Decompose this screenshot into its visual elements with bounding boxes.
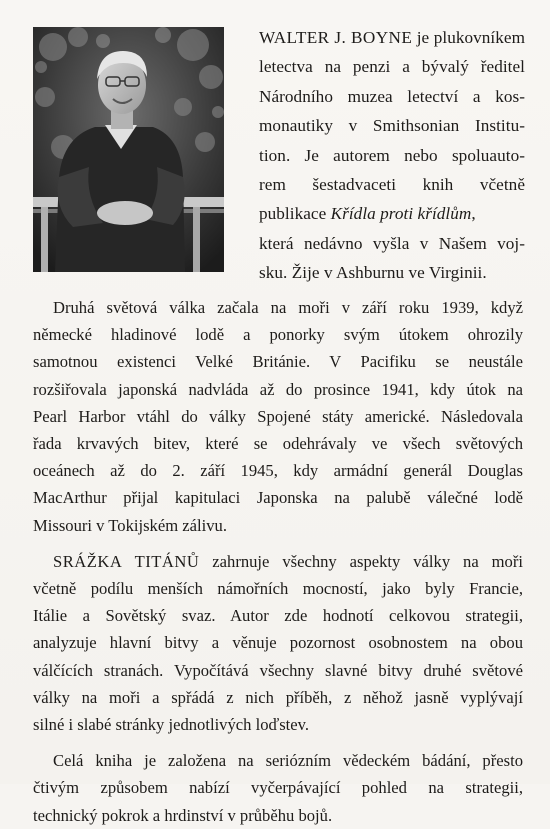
- bio-line: Národního muzea letectví a kos-: [259, 86, 525, 106]
- paragraph-3: [33, 747, 523, 829]
- text-line: válčících stranách. Vypočítává všechny slavné bitvy druhé světové: [33, 660, 523, 680]
- bio-line: rem šestadvaceti knih včetně: [259, 175, 525, 195]
- text-line: čtivým způsobem nabízí vyčerpávající pohled na strategii,: [33, 778, 523, 798]
- text-line: Celá kniha je založena na seriózním vědeckém bádání, přesto: [53, 751, 523, 771]
- bio-line: sku. Žije v Ashburnu ve Virginii.: [259, 263, 487, 283]
- text-line: silné i slabé stránky jednotlivých loďstev.: [33, 715, 310, 735]
- text-line: MacArthur přijal kapitulaci Japonska na palubě válečné lodě: [33, 488, 523, 508]
- text-line: Itálie a Sovětský svaz. Autor zde hodnotí celkovou strategii,: [33, 606, 523, 626]
- text-line: samotnou existenci Velké Británie. V Pacifiku se neustále: [33, 352, 523, 372]
- bio-line: publikace Křídla proti křídlům,: [259, 204, 476, 224]
- book-title-italic: Křídla proti křídlům: [330, 204, 472, 224]
- book-description: [33, 294, 523, 829]
- bio-line: monautiky v Smithsonian Institu-: [259, 116, 525, 136]
- text-line: SRÁŽKA TITÁNŮ zahrnuje všechny aspekty války na moři: [53, 551, 523, 571]
- bio-line: tion. Je autorem nebo spoluauto-: [259, 145, 525, 165]
- author-name: WALTER J. BOYNE: [259, 28, 413, 47]
- text-line: včetně podílu menších námořních mocností, jako byly Francie,: [33, 579, 523, 599]
- author-photo: [33, 27, 224, 272]
- text-line: oceánech až do 2. září 1945, kdy armádní generál Douglas: [33, 461, 523, 481]
- text-line: Missouri v Tokijském zálivu.: [33, 515, 227, 535]
- paragraph-1: [33, 294, 523, 539]
- text-line: technický pokrok a hrdinství v průběhu bojů.: [33, 805, 333, 825]
- bio-line: WALTER J. BOYNE je plukovníkem: [259, 28, 525, 47]
- text-line: německé hladinové lodě a ponorky svým útokem ohrozily: [33, 325, 523, 345]
- bio-line: která nedávno vyšla v Našem voj-: [259, 233, 525, 253]
- text-line: analyzuje hlavní bitvy a věnuje pozornost osobnostem na obou: [33, 633, 523, 653]
- text-line: Pearl Harbor vtáhl do války Spojené státy americké. Následovala: [33, 406, 523, 426]
- bio-line: letectva na penzi a bývalý ředitel: [259, 57, 525, 77]
- book-title-caps: SRÁŽKA TITÁNŮ: [53, 551, 200, 571]
- text-line: války na moři a spřádá z nich příběh, z něhož jasně vyplývají: [33, 687, 523, 707]
- text-line: řada krvavých bitev, které se odehrávaly ve všech světových: [33, 434, 523, 454]
- paragraph-2: [33, 548, 523, 738]
- text-line: Druhá světová válka začala na moři v září roku 1939, když: [53, 298, 523, 317]
- author-bio: [259, 23, 525, 288]
- text-line: rozšiřovala japonská nadvláda až do prosince 1941, kdy útok na: [33, 379, 523, 399]
